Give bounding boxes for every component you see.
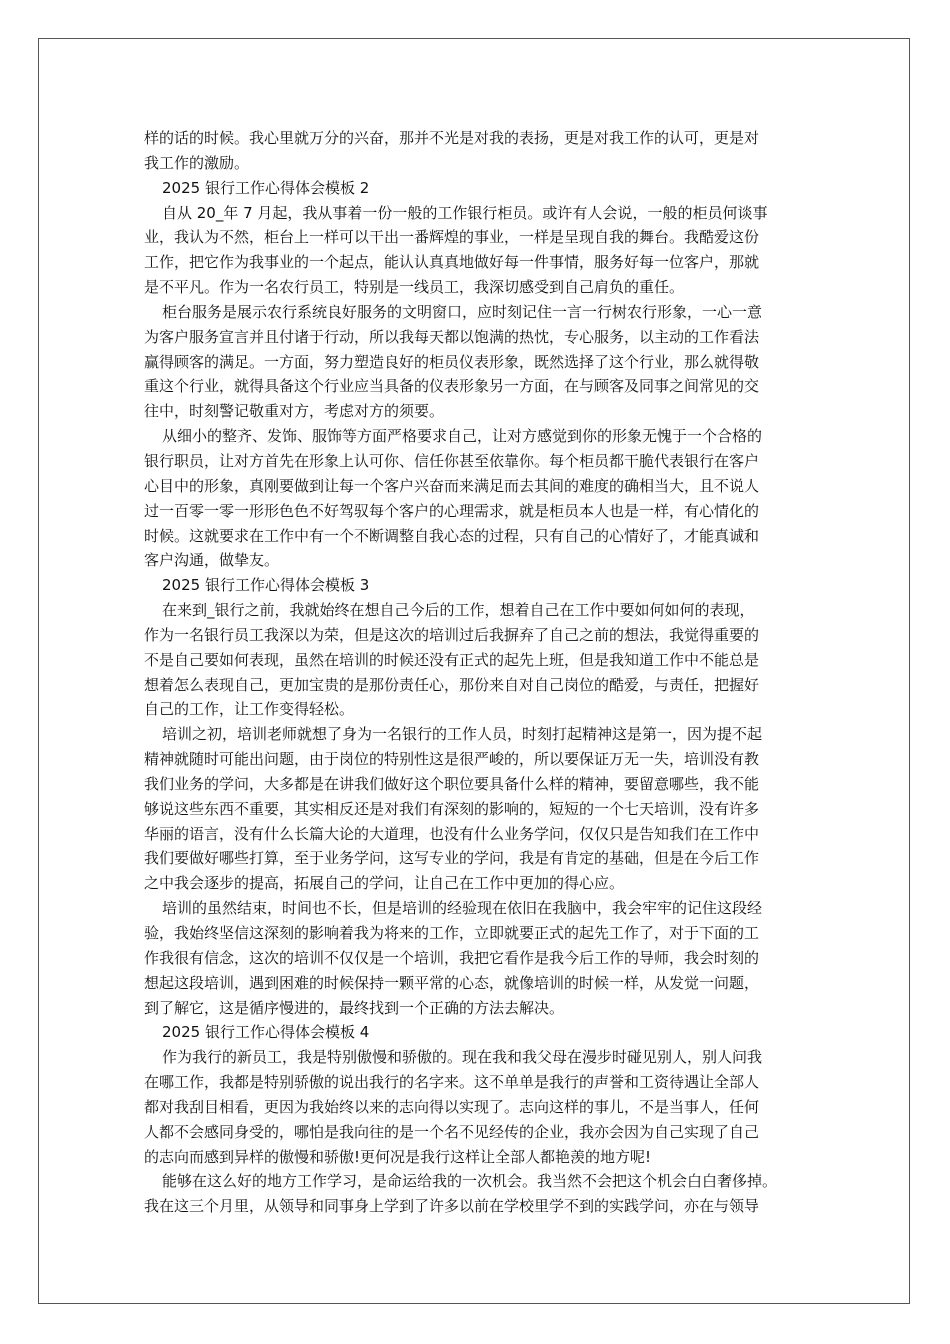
paragraph-line: 验，我始终坚信这深刻的影响着我为将来的工作，立即就要正式的起先工作了，对于下面的工 xyxy=(144,924,760,942)
paragraph-line: 在来到_银行之前，我就始终在想自己今后的工作，想着自己在工作中要如何如何的表现， xyxy=(162,601,755,620)
paragraph-line: 到了解它，这是循序慢进的，最终找到一个正确的方法去解决。 xyxy=(144,998,565,1017)
paragraph-line: 从细小的整齐、发饰、服饰等方面严格要求自己，让对方感觉到你的形象无愧于一个合格的 xyxy=(162,427,763,446)
paragraph-line: 作我很有信念，这次的培训不仅仅是一个培训，我把它看作是我今后工作的导师，我会时刻的 xyxy=(144,948,760,967)
paragraph-line: 我工作的激励。 xyxy=(144,153,250,172)
paragraph-line: 华丽的语言，没有什么长篇大论的大道理，也没有什么业务学问，仅仅只是告知我们在工作中 xyxy=(144,824,760,843)
document-body xyxy=(144,126,812,1219)
paragraph-line: 银行职员，让对方首先在形象上认可你、信任你甚至依靠你。每个柜员都干脆代表银行在客户 xyxy=(144,451,760,470)
paragraph-line: 能够在这么好的地方工作学习，是命运给我的一次机会。我当然不会把这个机会白白奢侈掉。 xyxy=(162,1172,778,1191)
paragraph-line: 之中我会逐步的提高，拓展自己的学问，让自己在工作中更加的得心应。 xyxy=(144,874,625,893)
paragraph-line: 想着怎么表现自己，更加宝贵的是那份责任心，那份来自对自己岗位的酷爱，与责任，把握好 xyxy=(144,675,760,694)
paragraph-line: 培训之初，培训老师就想了身为一名银行的工作人员，时刻打起精神这是第一，因为提不起 xyxy=(162,725,763,744)
paragraph-line: 我们业务的学问，大多都是在讲我们做好这个职位要具备什么样的精神，要留意哪些，我不能 xyxy=(144,774,760,793)
paragraph-line: 想起这段培训，遇到困难的时候保持一颗平常的心态，就像培训的时候一样，从发觉一问题， xyxy=(144,973,760,992)
paragraph-line: 过一百零一零一形形色色不好驾驭每个客户的心理需求，就是柜员本人也是一样，有心情化的 xyxy=(144,501,760,520)
paragraph-line: 柜台服务是展示农行系统良好服务的文明窗口，应时刻记住一言一行树农行形象，一心一意 xyxy=(162,302,763,321)
paragraph-line: 作为我行的新员工，我是特别傲慢和骄傲的。现在我和我父母在漫步时碰见别人，别人问我 xyxy=(162,1048,763,1067)
paragraph-line: 的志向而感到异样的傲慢和骄傲!更何况是我行这样让全部人都艳羡的地方呢! xyxy=(144,1147,652,1166)
paragraph-line: 自从 20_年 7 月起，我从事着一份一般的工作银行柜员。或许有人会说，一般的柜员何谈事 xyxy=(162,203,768,222)
paragraph-line: 人都不会感同身受的，哪怕是我向往的是一个名不见经传的企业，我亦会因为自己实现了自己 xyxy=(144,1122,760,1141)
paragraph-line: 精神就随时可能出问题，由于岗位的特别性这是很严峻的，所以要保证万无一失，培训没有教 xyxy=(144,750,760,769)
paragraph-line: 业，我认为不然，柜台上一样可以干出一番辉煌的事业，一样是呈现自我的舞台。我酷爱这份 xyxy=(144,228,760,247)
paragraph-line: 重这个行业，就得具备这个行业应当具备的仪表形象另一方面，在与顾客及同事之间常见的交 xyxy=(144,377,760,396)
section-heading: 2025 银行工作心得体会模板 4 xyxy=(162,1023,370,1042)
paragraph-line: 心目中的形象，真刚要做到让每一个客户兴奋而来满足而去其间的难度的确相当大，且不说人 xyxy=(144,476,760,495)
paragraph-line: 不是自己要如何表现，虽然在培训的时候还没有正式的起先上班，但是我知道工作中不能总是 xyxy=(144,650,760,669)
paragraph-line: 为客户服务宣言并且付诸于行动，所以我每天都以饱满的热忱，专心服务，以主动的工作看法 xyxy=(144,327,760,346)
section-heading: 2025 银行工作心得体会模板 3 xyxy=(162,576,370,595)
paragraph-line: 都对我刮目相看，更因为我始终以来的志向得以实现了。志向这样的事儿，不是当事人，任何 xyxy=(144,1097,760,1116)
paragraph-line: 培训的虽然结束，时间也不长，但是培训的经验现在依旧在我脑中，我会牢牢的记住这段经 xyxy=(162,899,763,918)
paragraph-line: 我在这三个月里，从领导和同事身上学到了许多以前在学校里学不到的实践学问，亦在与领导 xyxy=(144,1197,760,1216)
paragraph-line: 工作，把它作为我事业的一个起点，能认认真真地做好每一件事情，服务好每一位客户，那就 xyxy=(144,253,760,272)
paragraph-line: 时候。这就要求在工作中有一个不断调整自我心态的过程，只有自己的心情好了，才能真诚和 xyxy=(144,526,760,545)
paragraph-line: 客户沟通，做挚友。 xyxy=(144,551,280,570)
paragraph-line: 够说这些东西不重要，其实相反还是对我们有深刻的影响的，短短的一个七天培训，没有许多 xyxy=(144,799,760,818)
section-heading: 2025 银行工作心得体会模板 2 xyxy=(162,178,370,197)
paragraph-line: 赢得顾客的满足。一方面，努力塑造良好的柜员仪表形象，既然选择了这个行业，那么就得敬 xyxy=(144,352,760,371)
paragraph-line: 作为一名银行员工我深以为荣，但是这次的培训过后我摒弃了自己之前的想法，我觉得重要的 xyxy=(144,625,760,644)
paragraph-line: 是不平凡。作为一名农行员工，特别是一线员工，我深切感受到自己肩负的重任。 xyxy=(144,278,685,297)
paragraph-line: 我们要做好哪些打算，至于业务学问，这写专业的学问，我是有肯定的基础，但是在今后工作 xyxy=(144,849,760,868)
paragraph-line: 往中，时刻警记敬重对方，考虑对方的须要。 xyxy=(144,402,445,421)
paragraph-line: 自己的工作，让工作变得轻松。 xyxy=(144,700,355,719)
paragraph-line: 在哪工作，我都是特别骄傲的说出我行的名字来。这不单单是我行的声誉和工资待遇让全部人 xyxy=(144,1073,760,1092)
paragraph-line: 样的话的时候。我心里就万分的兴奋，那并不光是对我的表扬，更是对我工作的认可，更是对 xyxy=(144,129,760,147)
